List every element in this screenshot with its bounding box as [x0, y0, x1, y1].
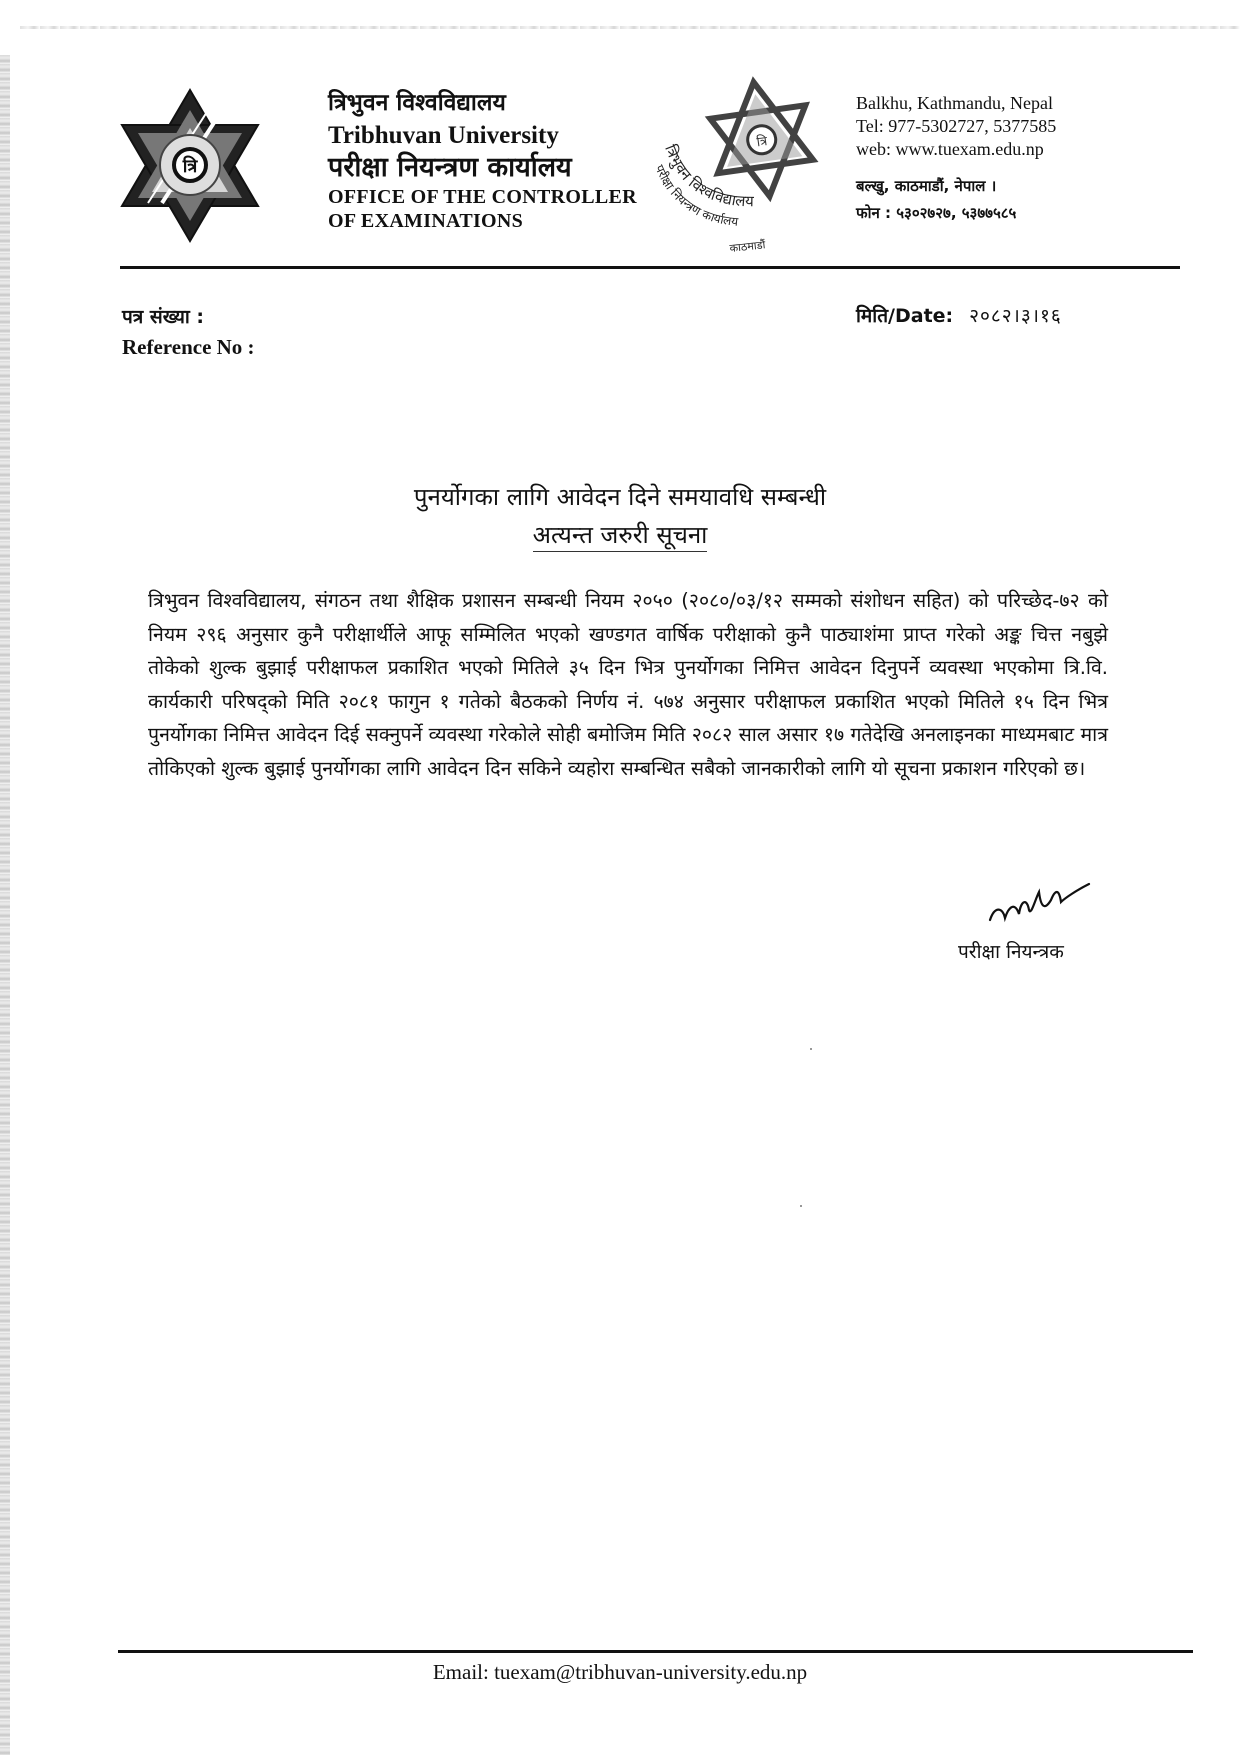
handwritten-signature-icon [985, 880, 1095, 930]
date-value: २०८२।३।१६ [969, 305, 1062, 327]
letterhead-divider [120, 266, 1180, 269]
scan-edge-top [20, 26, 1240, 29]
footer-email: Email: tuexam@tribhuvan-university.edu.np [432, 1660, 808, 1684]
office-seal-stamp-icon [650, 72, 830, 257]
svg-text:त्रि: त्रि [182, 156, 198, 177]
office-name-en-line2: OF EXAMINATIONS [328, 210, 524, 232]
svg-text:परीक्षा नियन्त्रण कार्यालय: परीक्षा नियन्त्रण कार्यालय [652, 162, 739, 229]
notice-body: त्रिभुवन विश्वविद्यालय, संगठन तथा शैक्षिक प्रशासन सम्बन्धी नियम २०५० (२०८०/०३/१२ सम्मको संशोधन सहित) को परिच्छेद-७२ को नियम २९६ अनुसार कुनै परीक्षार्थीले आफू सम्मिलित भएको खण्डगत वार्षिक परीक्षाको कुनै पाठ्याशंमा प्राप्त गरेको अङ्क चित्त नबुझे तोकेको शुल्क बुझाई परीक्षाफल प्रकाशित भएको मितिले ३५ दिन भित्र पुनर्योगका निमित्त आवेदन दिनुपर्ने व्यवस्था भएकोमा त्रि.वि. कार्यकारी परिषद्को मिति २०८१ फागुन १ गतेको बैठकको निर्णय नं. ५७४ अनुसार परीक्षाफल प्रकाशित भएको मितिले १५ दिन भित्र पुनर्योगका निमित्त आवेदन दिई सक्नुपर्ने व्यवस्था गरेकोले सोही बमोजिम मिति २०८२ साल असार १७ गतेदेखि अनलाइनका माध्यमबाट मात्र तोकिएको शुल्क बुझाई पुनर्योगका लागि आवेदन दिन सकिने व्यहोरा सम्बन्धित सबैको जानकारीको लागि यो सूचना प्रकाशन गरिएको छ। [148, 589, 1108, 780]
reference-label-en: Reference No : [122, 335, 255, 359]
office-name-en-line1: OFFICE OF THE CONTROLLER [328, 186, 637, 208]
date-block [856, 302, 1062, 328]
university-name-np: त्रिभुवन विश्वविद्यालय [328, 90, 506, 116]
reference-label-np: पत्र संख्या : [122, 306, 205, 328]
address-en: Balkhu, Kathmandu, Nepal [856, 93, 1053, 113]
footer-divider [118, 1650, 1193, 1653]
notice-title: पुनर्योगका लागि आवेदन दिने समयावधि सम्बन्धी [413, 483, 827, 511]
notice-subtitle-text: अत्यन्त जरुरी सूचना [533, 521, 708, 552]
tribhuvan-university-logo-icon [120, 88, 260, 243]
scan-edge-left [0, 55, 10, 1755]
svg-text:त्रि: त्रि [755, 134, 769, 151]
signatory-title: परीक्षा नियन्त्रक [958, 941, 1064, 963]
scan-speck [810, 1048, 812, 1050]
svg-text:त्रिभुवन विश्वविद्यालय: त्रिभुवन विश्वविद्यालय [661, 142, 754, 211]
reference-block [122, 302, 255, 362]
contact-block [856, 92, 1056, 225]
telephone-en: Tel: 977-5302727, 5377585 [856, 116, 1057, 136]
address-np: बल्खु, काठमाडौं, नेपाल । [856, 177, 997, 195]
letterhead-title [328, 92, 637, 231]
website: web: www.tuexam.edu.np [856, 139, 1044, 159]
office-name-np: परीक्षा नियन्त्रण कार्यालय [328, 152, 572, 183]
notice-subtitle [0, 518, 1240, 551]
date-label: मिति/Date: [856, 305, 954, 327]
svg-text:काठमाडौं: काठमाडौं [728, 238, 766, 255]
university-name-en: Tribhuvan University [328, 122, 559, 149]
phone-np: फोन : ५३०२७२७, ५३७७५८५ [856, 204, 1017, 222]
scan-speck [800, 1205, 802, 1207]
